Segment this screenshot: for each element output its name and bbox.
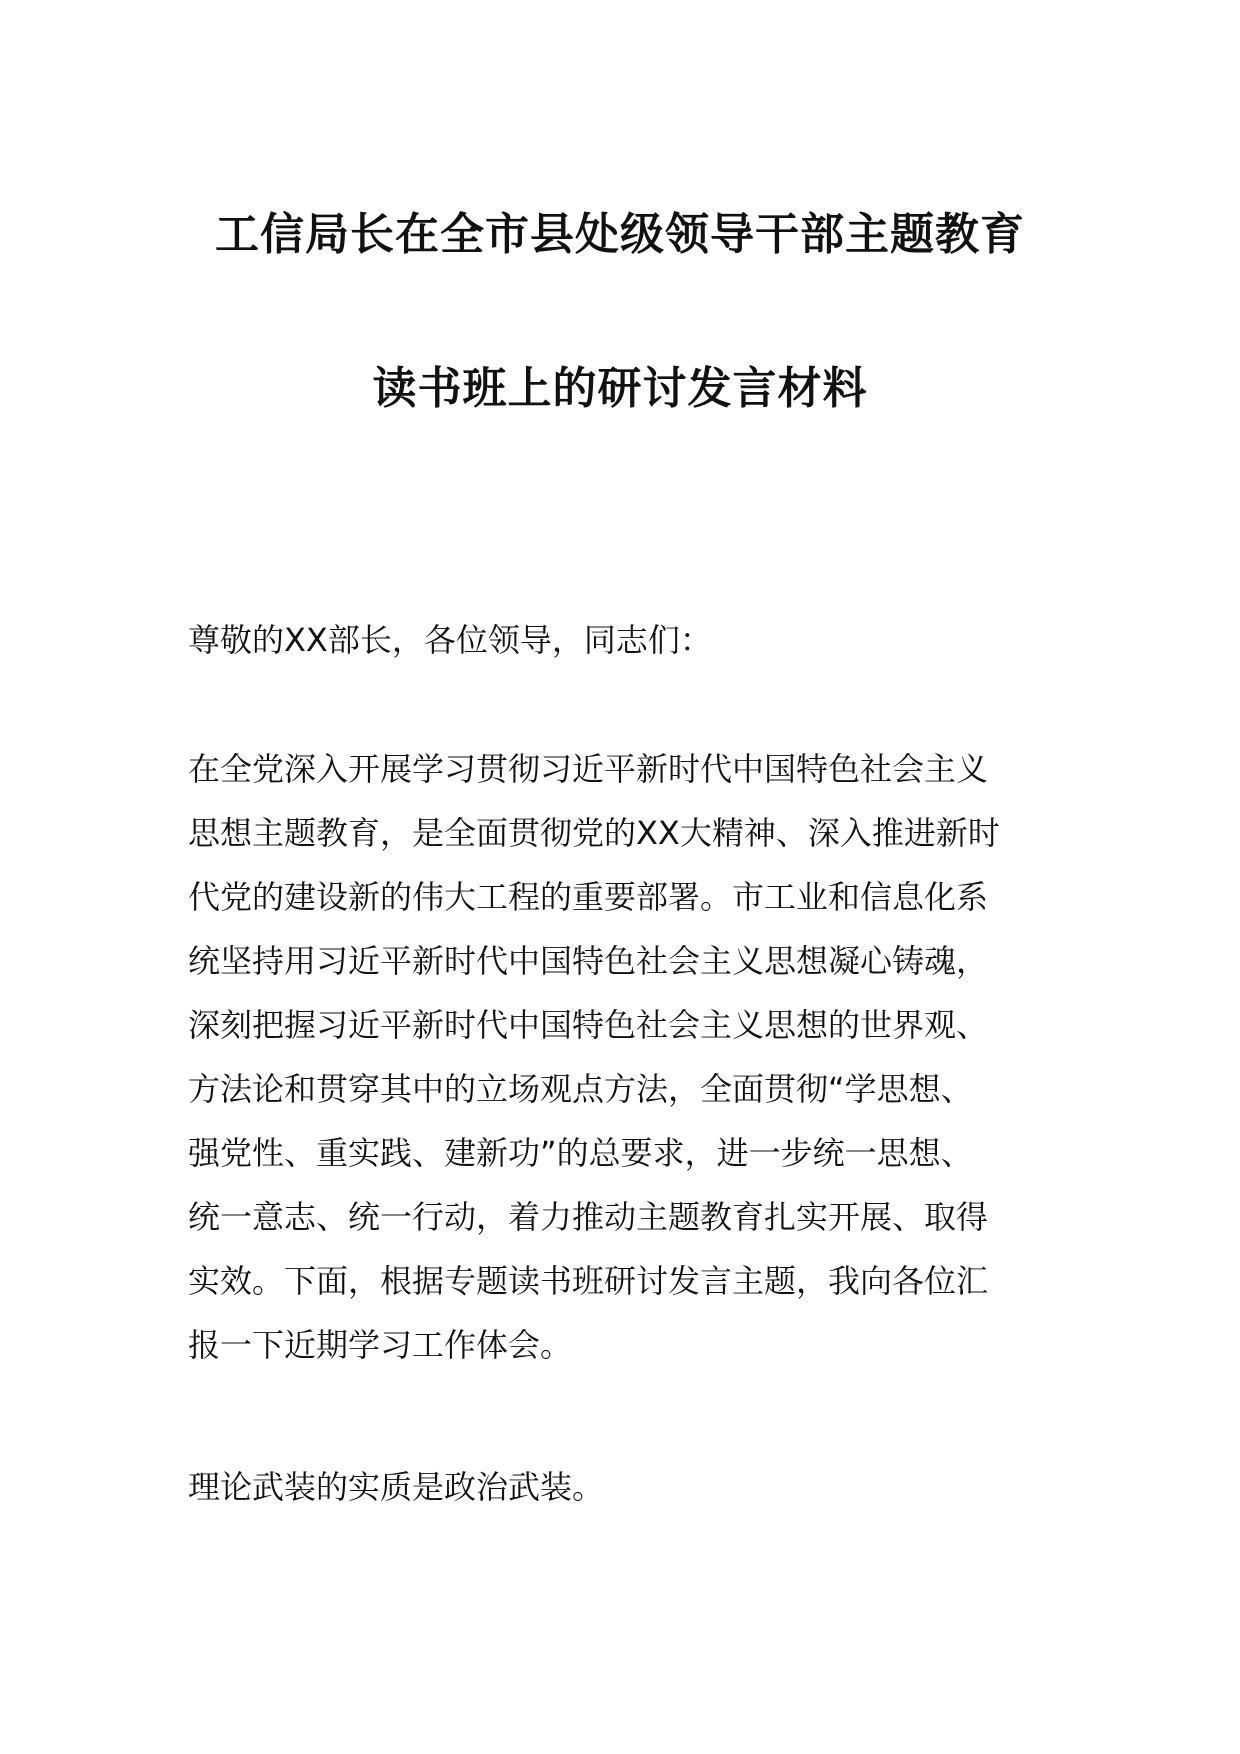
paragraph-2-text: 理论武装的实质是政治武装。	[188, 1468, 605, 1506]
salutation	[188, 608, 1058, 672]
paragraph-1-line: 在全党深入开展学习贯彻习近平新时代中国特色社会主义	[188, 750, 989, 788]
paragraph-1-line: 报一下近期学习工作体会。	[188, 1326, 573, 1364]
paragraph-1-line: 统一意志、统一行动，着力推动主题教育扎实开展、取得	[188, 1198, 989, 1236]
paragraph-1-line: 统坚持用习近平新时代中国特色社会主义思想凝心铸魂，	[188, 942, 989, 980]
paragraph-1-line: 强党性、重实践、建新功”的总要求，进一步统一思想、	[188, 1134, 973, 1172]
salutation-text: 尊敬的XX部长，各位领导，同志们：	[188, 621, 712, 659]
paragraph-1	[188, 737, 1058, 1377]
paragraph-1-line: 深刻把握习近平新时代中国特色社会主义思想的世界观、	[188, 1006, 989, 1044]
paragraph-1-line: 思想主题教育，是全面贯彻党的XX大精神、深入推进新时	[188, 814, 1000, 852]
paragraph-1-line: 代党的建设新的伟大工程的重要部署。市工业和信息化系	[188, 878, 989, 916]
paragraph-2	[188, 1455, 1058, 1519]
paragraph-1-line: 方法论和贯穿其中的立场观点方法，全面贯彻“学思想、	[188, 1070, 973, 1108]
document-title-line-2: 读书班上的研讨发言材料	[372, 363, 868, 414]
document-title-line-1: 工信局长在全市县处级领导干部主题教育	[215, 209, 1025, 260]
paragraph-1-line: 实效。下面，根据专题读书班研讨发言主题，我向各位汇	[188, 1262, 989, 1300]
